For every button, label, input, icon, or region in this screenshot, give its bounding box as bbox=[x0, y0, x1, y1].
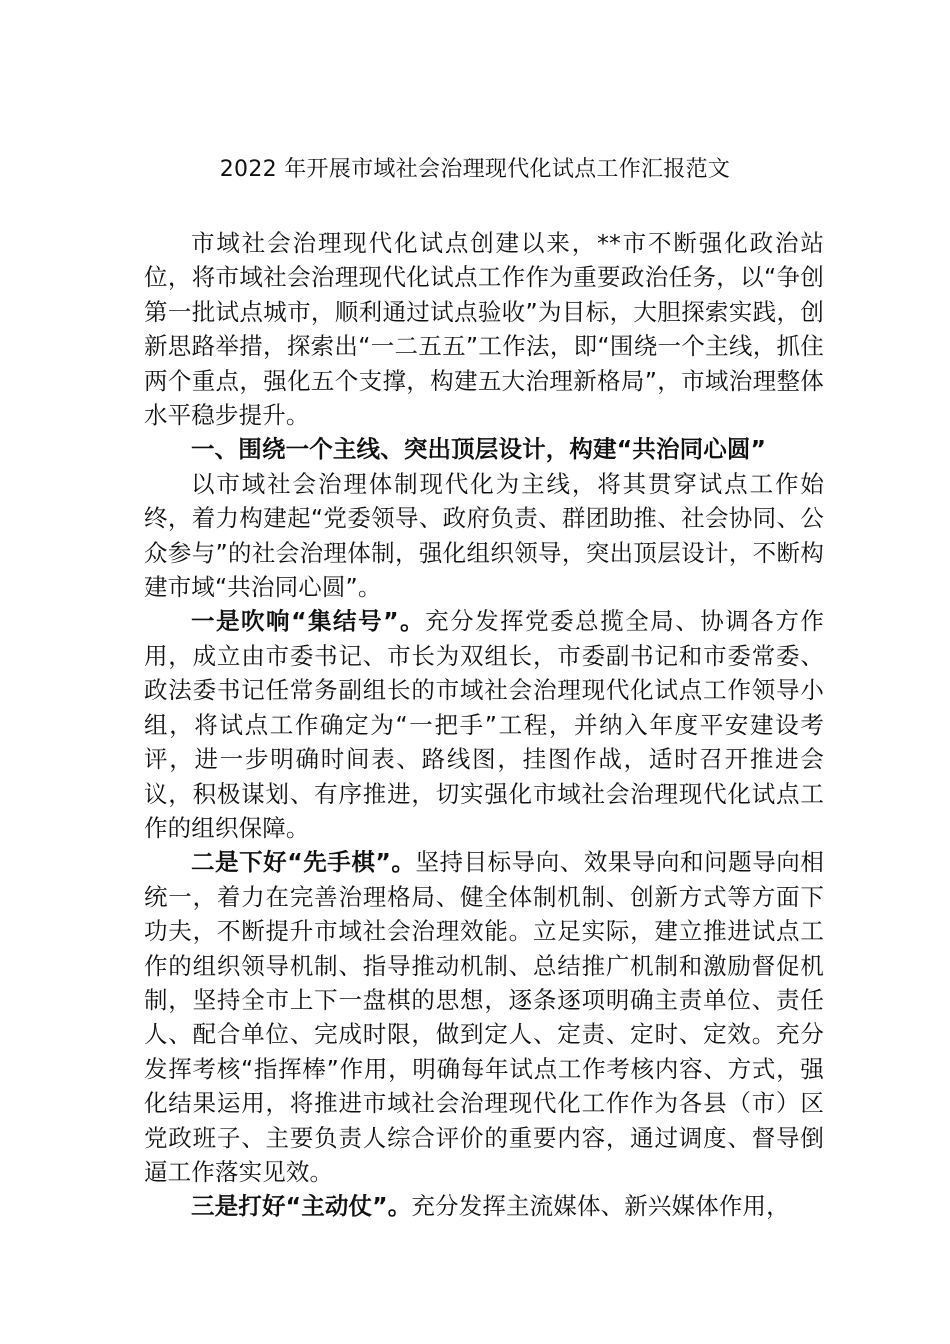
section-1-paragraph: 以市域社会治理体制现代化为主线，将其贯穿试点工作始终，着力构建起“党委领导、政府负责、群团助推、社会协同、公众参与”的社会治理体制，强化组织领导，突出顶层设计，不断构建市域“共治同心圆”。 bbox=[144, 469, 824, 602]
document-body bbox=[144, 226, 824, 1224]
item-2-text: 坚持目标导向、效果导向和问题导向相统一，着力在完善治理格局、健全体制机制、创新方式等方面下功夫，不断提升市域社会治理效能。立足实际，建立推进试点工作的组织领导机制、指导推动机制、总结推广机制和激励督促机制，坚持全市上下一盘棋的思想，逐条逐项明确主责单位、责任人、配合单位、完成时限，做到定人、定责、定时、定效。充分发挥考核“指挥棒”作用，明确每年试点工作考核内容、方式，强化结果运用，将推进市域社会治理现代化工作作为各县（市）区党政班子、主要负责人综合评价的重要内容，通过调度、督导倒逼工作落实见效。 bbox=[144, 848, 824, 1186]
section-heading-1: 一、围绕一个主线、突出顶层设计，构建“共治同心圆” bbox=[191, 435, 767, 464]
item-3-lead: 三是打好“主动仗”。 bbox=[191, 1192, 412, 1221]
item-3-paragraph bbox=[144, 1189, 824, 1223]
intro-paragraph: 市域社会治理现代化试点创建以来，**市不断强化政治站位，将市域社会治理现代化试点工作作为重要政治任务，以“争创第一批试点城市，顺利通过试点验收”为目标，大胆探索实践，创新思路举措，探索出“一二五五”工作法，即“围绕一个主线，抓住两个重点，强化五个支撑，构建五大治理新格局”，市域治理整体水平稳步提升。 bbox=[144, 229, 824, 430]
document-title: 2022 年开展市域社会治理现代化试点工作汇报范文 bbox=[219, 157, 731, 182]
item-1-lead: 一是吹响“集结号”。 bbox=[191, 607, 426, 636]
item-1-paragraph bbox=[144, 604, 824, 845]
item-1-text: 充分发挥党委总揽全局、协调各方作用，成立由市委书记、市长为双组长，市委副书记和市委常委、政法委书记任常务副组长的市域社会治理现代化试点工作领导小组，将试点工作确定为“一把手”工程，并纳入年度平安建设考评，进一步明确时间表、路线图，挂图作战，适时召开推进会议，积极谋划、有序推进，切实强化市域社会治理现代化试点工作的组织保障。 bbox=[144, 607, 824, 842]
item-3-text: 充分发挥主流媒体、新兴媒体作用， bbox=[411, 1192, 790, 1221]
item-2-paragraph bbox=[144, 845, 824, 1189]
item-2-lead: 二是下好“先手棋”。 bbox=[191, 848, 416, 877]
